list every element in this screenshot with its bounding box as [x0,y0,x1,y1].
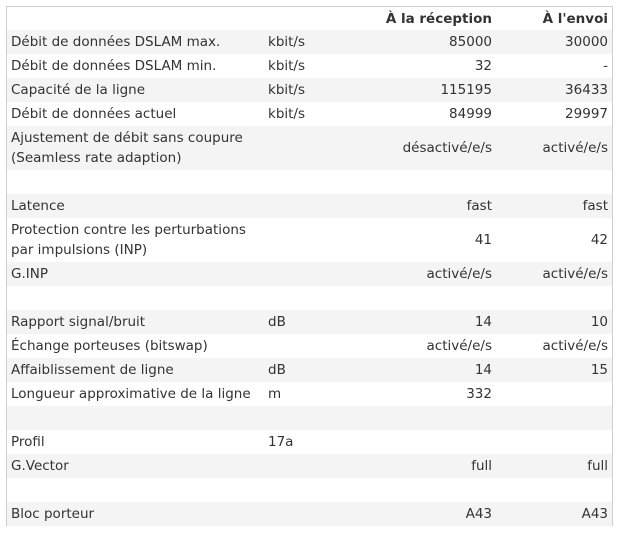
row-downstream-value: fast [364,194,496,218]
row-upstream-value [496,430,612,454]
table-row-line-length [7,382,612,406]
table-row-gvector [7,454,612,478]
header-upstream: À l'envoi [542,11,608,27]
row-upstream-value: fast [496,194,612,218]
row-unit [264,502,364,526]
row-unit: kbit/s [264,78,364,102]
row-downstream-value [364,286,496,310]
table-row-attenuation [7,358,612,382]
row-downstream-value [364,430,496,454]
row-downstream-value [364,478,496,502]
row-unit: kbit/s [264,54,364,78]
row-downstream-value: full [364,454,496,478]
table-row-bearer [7,502,612,526]
table-row-ginp [7,262,612,286]
row-unit [264,334,364,358]
row-label: Profil [7,430,264,454]
row-downstream-value: activé/e/s [364,334,496,358]
table-row-inp [7,218,612,262]
row-upstream-value: 30000 [496,30,612,54]
row-unit: kbit/s [264,102,364,126]
row-unit [264,454,364,478]
row-upstream-value: 15 [496,358,612,382]
row-unit: dB [264,358,364,382]
row-label: G.INP [7,262,264,286]
dsl-info-table [7,7,612,526]
row-unit [264,170,364,194]
row-unit [264,126,364,170]
row-upstream-value: activé/e/s [496,262,612,286]
row-unit [264,194,364,218]
row-upstream-value [496,478,612,502]
row-label [7,286,264,310]
row-downstream-value: 84999 [364,102,496,126]
row-label [7,406,264,430]
row-unit [264,406,364,430]
row-upstream-value: activé/e/s [496,126,612,170]
row-unit: dB [264,310,364,334]
table-row-profile [7,430,612,454]
table-row-current-rate [7,102,612,126]
row-downstream-value: A43 [364,502,496,526]
row-label: Ajustement de débit sans coupure (Seamless rate adaption) [7,126,264,170]
row-label: Débit de données actuel [7,102,264,126]
row-label: Capacité de la ligne [7,78,264,102]
row-label: Protection contre les perturbations par impulsions (INP) [7,218,264,262]
row-label: Latence [7,194,264,218]
row-unit: m [264,382,364,406]
row-downstream-value: 115195 [364,78,496,102]
row-downstream-value: 14 [364,310,496,334]
row-label: Rapport signal/bruit [7,310,264,334]
table-header-row [7,7,612,30]
row-label: Longueur approximative de la ligne [7,382,264,406]
row-label [7,478,264,502]
header-unit-column [264,7,364,30]
row-upstream-value: - [496,54,612,78]
header-label-column [7,7,264,30]
row-upstream-value [496,170,612,194]
table-row-latency [7,194,612,218]
row-downstream-value [364,170,496,194]
row-upstream-value [496,406,612,430]
row-upstream-value [496,382,612,406]
row-upstream-value: 42 [496,218,612,262]
row-unit: kbit/s [264,30,364,54]
row-downstream-value: désactivé/e/s [364,126,496,170]
row-unit [264,478,364,502]
table-row-dslam-max [7,30,612,54]
row-label: Bloc porteur [7,502,264,526]
row-upstream-value: A43 [496,502,612,526]
table-spacer-row [7,286,612,310]
row-downstream-value: 85000 [364,30,496,54]
row-downstream-value: 332 [364,382,496,406]
table-row-line-capacity [7,78,612,102]
row-downstream-value: 14 [364,358,496,382]
row-unit [264,262,364,286]
row-upstream-value: full [496,454,612,478]
row-downstream-value: 41 [364,218,496,262]
table-spacer-row [7,478,612,502]
row-upstream-value: 36433 [496,78,612,102]
row-label: Échange porteuses (bitswap) [7,334,264,358]
table-row-seamless-rate-adaption [7,126,612,170]
row-label: Débit de données DSLAM max. [7,30,264,54]
row-label: G.Vector [7,454,264,478]
table-spacer-row [7,406,612,430]
row-downstream-value: activé/e/s [364,262,496,286]
dsl-info-panel [6,6,613,526]
row-label: Affaiblissement de ligne [7,358,264,382]
row-downstream-value: 32 [364,54,496,78]
table-row-snr [7,310,612,334]
row-upstream-value: 10 [496,310,612,334]
row-upstream-value: activé/e/s [496,334,612,358]
table-spacer-row [7,170,612,194]
row-upstream-value [496,286,612,310]
row-unit [264,218,364,262]
row-upstream-value: 29997 [496,102,612,126]
table-row-dslam-min [7,54,612,78]
row-unit: 17a [264,430,364,454]
table-row-bitswap [7,334,612,358]
row-label: Débit de données DSLAM min. [7,54,264,78]
row-downstream-value [364,406,496,430]
row-label [7,170,264,194]
header-downstream: À la réception [385,11,492,27]
row-unit [264,286,364,310]
